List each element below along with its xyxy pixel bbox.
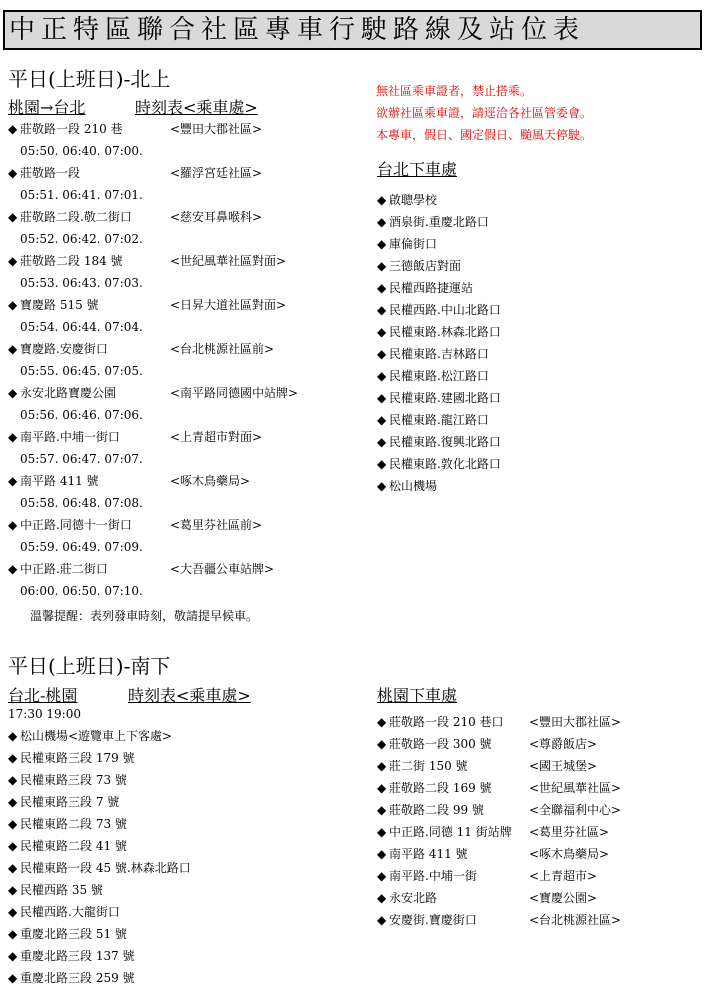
north-stop-name: 中正路.同德十一街口 bbox=[20, 518, 132, 532]
south-stop-name: 民權東路三段 179 號 bbox=[20, 751, 135, 765]
taoyuan-dropoff-place: <國王城堡> bbox=[529, 759, 598, 773]
taoyuan-dropoff-place: <豐田大郡社區> bbox=[529, 715, 622, 729]
north-stop-times: 05:53. 06:43. 07:03. bbox=[20, 276, 143, 290]
notice-list bbox=[376, 80, 592, 146]
north-stop-name: 莊敬路二段 184 號 bbox=[20, 254, 123, 268]
bullet-diamond-icon: ◆ bbox=[8, 210, 18, 224]
notice-line: 無社區乘車證者，禁止搭乘。 bbox=[376, 84, 533, 98]
south-stop-name: 民權東路一段 45 號.林森北路口 bbox=[20, 861, 191, 875]
bullet-diamond-icon: ◆ bbox=[8, 949, 18, 963]
bullet-diamond-icon: ◆ bbox=[377, 715, 387, 729]
taoyuan-dropoff-name: 永安北路 bbox=[389, 891, 438, 905]
taipei-dropoff-name: 民權東路.林森北路口 bbox=[389, 325, 501, 339]
taipei-dropoff-name: 民權東路.敦化北路口 bbox=[389, 457, 501, 471]
taoyuan-dropoff-item bbox=[377, 777, 621, 799]
taoyuan-dropoff-place: <啄木鳥藥局> bbox=[529, 847, 610, 861]
taoyuan-dropoff-list bbox=[377, 711, 621, 931]
north-stop-row bbox=[8, 470, 298, 492]
north-stop-name: 南平路.中埔一街口 bbox=[20, 430, 120, 444]
taoyuan-dropoff-name: 莊敬路一段 300 號 bbox=[389, 737, 492, 751]
bullet-diamond-icon: ◆ bbox=[8, 861, 18, 875]
south-stop-item bbox=[8, 725, 191, 747]
taoyuan-dropoff-name: 南平路.中埔一街 bbox=[389, 869, 477, 883]
north-stop-place: <羅浮宮廷社區> bbox=[170, 166, 263, 180]
north-stop-row bbox=[8, 338, 298, 360]
bullet-diamond-icon: ◆ bbox=[8, 927, 18, 941]
taoyuan-dropoff-item bbox=[377, 887, 621, 909]
bullet-diamond-icon: ◆ bbox=[8, 122, 18, 136]
bullet-diamond-icon: ◆ bbox=[377, 303, 387, 317]
north-stop-name: 莊敬路一段 210 巷 bbox=[20, 122, 123, 136]
taoyuan-dropoff-name: 莊二街 150 號 bbox=[389, 759, 468, 773]
taipei-dropoff-name: 民權東路.吉林路口 bbox=[389, 347, 489, 361]
taipei-dropoff-item bbox=[377, 211, 501, 233]
taipei-dropoff-list bbox=[377, 189, 501, 497]
bullet-diamond-icon: ◆ bbox=[377, 369, 387, 383]
taipei-dropoff-name: 松山機場 bbox=[389, 479, 438, 493]
north-stop-name: 中正路.莊二街口 bbox=[20, 562, 108, 576]
north-stop-times: 05:55. 06:45. 07:05. bbox=[20, 364, 143, 378]
south-stop-name: 松山機場<遊覽車上下客處> bbox=[20, 729, 173, 743]
bullet-diamond-icon: ◆ bbox=[377, 479, 387, 493]
bullet-diamond-icon: ◆ bbox=[377, 759, 387, 773]
bullet-diamond-icon: ◆ bbox=[8, 254, 18, 268]
bullet-diamond-icon: ◆ bbox=[377, 259, 387, 273]
south-stop-item bbox=[8, 769, 191, 791]
south-stop-item bbox=[8, 835, 191, 857]
bullet-diamond-icon: ◆ bbox=[377, 803, 387, 817]
bullet-diamond-icon: ◆ bbox=[377, 913, 387, 927]
bullet-diamond-icon: ◆ bbox=[8, 474, 18, 488]
north-stop-place: <台北桃源社區前> bbox=[170, 342, 275, 356]
bullet-diamond-icon: ◆ bbox=[8, 518, 18, 532]
north-stop-name: 莊敬路一段 bbox=[20, 166, 81, 180]
bullet-diamond-icon: ◆ bbox=[8, 971, 18, 985]
taoyuan-dropoff-name: 莊敬路一段 210 巷口 bbox=[389, 715, 504, 729]
bullet-diamond-icon: ◆ bbox=[8, 386, 18, 400]
north-stop-row bbox=[8, 250, 298, 272]
north-stop-place: <南平路同德國中站牌> bbox=[170, 386, 299, 400]
south-stop-item bbox=[8, 945, 191, 967]
bullet-diamond-icon: ◆ bbox=[377, 237, 387, 251]
north-stop-place: <慈安耳鼻喉科> bbox=[170, 210, 263, 224]
south-stop-item bbox=[8, 857, 191, 879]
taoyuan-dropoff-name: 南平路 411 號 bbox=[389, 847, 468, 861]
bullet-diamond-icon: ◆ bbox=[8, 883, 18, 897]
bullet-diamond-icon: ◆ bbox=[377, 391, 387, 405]
taoyuan-dropoff-item bbox=[377, 909, 621, 931]
bullet-diamond-icon: ◆ bbox=[8, 773, 18, 787]
south-stop-item bbox=[8, 747, 191, 769]
taoyuan-dropoff-item bbox=[377, 733, 621, 755]
taipei-dropoff-name: 民權東路.松江路口 bbox=[389, 369, 489, 383]
taoyuan-dropoff-place: <台北桃源社區> bbox=[529, 913, 622, 927]
north-stop-place: <大吾疆公車站牌> bbox=[170, 562, 275, 576]
bullet-diamond-icon: ◆ bbox=[8, 729, 18, 743]
taoyuan-dropoff-item bbox=[377, 755, 621, 777]
south-stop-name: 民權東路二段 73 號 bbox=[20, 817, 127, 831]
taoyuan-dropoff-item bbox=[377, 821, 621, 843]
bullet-diamond-icon: ◆ bbox=[8, 795, 18, 809]
taipei-dropoff-name: 民權東路.建國北路口 bbox=[389, 391, 501, 405]
south-times: 17:30 19:00 bbox=[8, 707, 81, 721]
taipei-dropoff-item bbox=[377, 365, 501, 387]
south-stop-item bbox=[8, 901, 191, 923]
north-stop-times: 05:57. 06:47. 07:07. bbox=[20, 452, 143, 466]
taipei-dropoff-item bbox=[377, 277, 501, 299]
bullet-diamond-icon: ◆ bbox=[8, 430, 18, 444]
taoyuan-dropoff-place: <寶慶公園> bbox=[529, 891, 598, 905]
north-schedule-label: 時刻表<乘車處> bbox=[135, 98, 258, 117]
south-route: 台北-桃園 bbox=[8, 686, 78, 705]
page-title: 中正特區聯合社區專車行駛路線及站位表 bbox=[3, 10, 702, 50]
taipei-dropoff-item bbox=[377, 299, 501, 321]
taoyuan-dropoff-name: 中正路.同德 11 街站牌 bbox=[389, 825, 512, 839]
notice-line: 本專車，假日、國定假日、颱風天停駛。 bbox=[376, 128, 593, 142]
taipei-dropoff-item bbox=[377, 343, 501, 365]
taipei-dropoff-item bbox=[377, 453, 501, 475]
north-stop-row bbox=[8, 206, 298, 228]
bullet-diamond-icon: ◆ bbox=[377, 325, 387, 339]
south-stop-name: 民權西路.大龍街口 bbox=[20, 905, 120, 919]
north-stop-name: 永安北路寶慶公園 bbox=[20, 386, 117, 400]
bullet-diamond-icon: ◆ bbox=[377, 737, 387, 751]
north-stop-times: 05:51. 06:41. 07:01. bbox=[20, 188, 143, 202]
north-stop-name: 寶慶路 515 號 bbox=[20, 298, 99, 312]
south-stop-item bbox=[8, 791, 191, 813]
north-stop-name: 莊敬路二段.敬二街口 bbox=[20, 210, 132, 224]
taoyuan-dropoff-name: 安慶街.寶慶街口 bbox=[389, 913, 477, 927]
north-stop-place: <葛里芬社區前> bbox=[170, 518, 263, 532]
bullet-diamond-icon: ◆ bbox=[8, 817, 18, 831]
north-stop-list bbox=[8, 118, 298, 602]
north-stop-row bbox=[8, 294, 298, 316]
south-heading: 平日(上班日)-南下 bbox=[8, 654, 171, 678]
north-reminder: 溫馨提醒：表列發車時刻，敬請提早候車。 bbox=[30, 609, 259, 623]
bullet-diamond-icon: ◆ bbox=[8, 751, 18, 765]
taipei-dropoff-item bbox=[377, 387, 501, 409]
south-stop-item bbox=[8, 967, 191, 989]
taipei-dropoff-name: 三德飯店對面 bbox=[389, 259, 462, 273]
bullet-diamond-icon: ◆ bbox=[377, 281, 387, 295]
south-schedule-label: 時刻表<乘車處> bbox=[128, 686, 251, 705]
taipei-dropoff-name: 民權西路捷運站 bbox=[389, 281, 474, 295]
bullet-diamond-icon: ◆ bbox=[377, 847, 387, 861]
south-stop-item bbox=[8, 813, 191, 835]
north-stop-row bbox=[8, 426, 298, 448]
bullet-diamond-icon: ◆ bbox=[8, 839, 18, 853]
north-stop-times: 05:56. 06:46. 07:06. bbox=[20, 408, 143, 422]
north-stop-times: 05:50. 06:40. 07:00. bbox=[20, 144, 143, 158]
north-stop-place: <世紀風華社區對面> bbox=[170, 254, 287, 268]
north-stop-place: <啄木鳥藥局> bbox=[170, 474, 251, 488]
north-stop-row bbox=[8, 118, 298, 140]
north-stop-place: <日昇大道社區對面> bbox=[170, 298, 287, 312]
bullet-diamond-icon: ◆ bbox=[377, 347, 387, 361]
south-stop-list bbox=[8, 725, 191, 989]
bullet-diamond-icon: ◆ bbox=[8, 298, 18, 312]
bullet-diamond-icon: ◆ bbox=[8, 342, 18, 356]
bullet-diamond-icon: ◆ bbox=[377, 193, 387, 207]
south-stop-item bbox=[8, 923, 191, 945]
bullet-diamond-icon: ◆ bbox=[377, 781, 387, 795]
bullet-diamond-icon: ◆ bbox=[377, 825, 387, 839]
bullet-diamond-icon: ◆ bbox=[377, 435, 387, 449]
north-stop-row bbox=[8, 558, 298, 580]
north-stop-row bbox=[8, 382, 298, 404]
taoyuan-dropoff-place: <尊爵飯店> bbox=[529, 737, 598, 751]
south-stop-name: 民權東路三段 73 號 bbox=[20, 773, 127, 787]
north-stop-times: 05:54. 06:44. 07:04. bbox=[20, 320, 143, 334]
taipei-dropoff-heading: 台北下車處 bbox=[377, 160, 458, 179]
taipei-dropoff-item bbox=[377, 321, 501, 343]
bullet-diamond-icon: ◆ bbox=[8, 562, 18, 576]
north-stop-times: 05:59. 06:49. 07:09. bbox=[20, 540, 143, 554]
south-stop-name: 重慶北路三段 137 號 bbox=[20, 949, 135, 963]
taipei-dropoff-name: 民權西路.中山北路口 bbox=[389, 303, 501, 317]
taipei-dropoff-name: 酒泉街.重慶北路口 bbox=[389, 215, 489, 229]
north-stop-name: 寶慶路.安慶街口 bbox=[20, 342, 108, 356]
taoyuan-dropoff-item bbox=[377, 865, 621, 887]
taoyuan-dropoff-heading: 桃園下車處 bbox=[377, 686, 458, 705]
north-heading: 平日(上班日)-北上 bbox=[8, 67, 171, 91]
bullet-diamond-icon: ◆ bbox=[377, 215, 387, 229]
south-stop-name: 民權東路三段 7 號 bbox=[20, 795, 120, 809]
north-route: 桃園→台北 bbox=[8, 98, 86, 117]
south-stop-item bbox=[8, 879, 191, 901]
north-stop-times: 05:58. 06:48. 07:08. bbox=[20, 496, 143, 510]
north-stop-place: <豐田大郡社區> bbox=[170, 122, 263, 136]
south-stop-name: 民權西路 35 號 bbox=[20, 883, 103, 897]
bullet-diamond-icon: ◆ bbox=[377, 413, 387, 427]
taoyuan-dropoff-place: <世紀風華社區> bbox=[529, 781, 622, 795]
taipei-dropoff-name: 庫倫街口 bbox=[389, 237, 438, 251]
south-stop-name: 重慶北路三段 259 號 bbox=[20, 971, 135, 985]
taipei-dropoff-item bbox=[377, 409, 501, 431]
taoyuan-dropoff-place: <全聯福利中心> bbox=[529, 803, 622, 817]
taipei-dropoff-name: 民權東路.復興北路口 bbox=[389, 435, 501, 449]
taipei-dropoff-item bbox=[377, 255, 501, 277]
taipei-dropoff-item bbox=[377, 189, 501, 211]
taoyuan-dropoff-name: 莊敬路二段 99 號 bbox=[389, 803, 484, 817]
south-stop-name: 民權東路二段 41 號 bbox=[20, 839, 127, 853]
south-stop-name: 重慶北路三段 51 號 bbox=[20, 927, 127, 941]
taoyuan-dropoff-place: <葛里芬社區> bbox=[529, 825, 610, 839]
taipei-dropoff-item bbox=[377, 431, 501, 453]
taoyuan-dropoff-place: <上青超市> bbox=[529, 869, 598, 883]
north-stop-times: 05:52. 06:42. 07:02. bbox=[20, 232, 143, 246]
bullet-diamond-icon: ◆ bbox=[8, 166, 18, 180]
bullet-diamond-icon: ◆ bbox=[377, 869, 387, 883]
north-stop-times: 06:00. 06:50. 07:10. bbox=[20, 584, 143, 598]
notice-line: 欲辦社區乘車證，請逕洽各社區管委會。 bbox=[376, 106, 593, 120]
north-stop-name: 南平路 411 號 bbox=[20, 474, 99, 488]
taipei-dropoff-name: 民權東路.龍江路口 bbox=[389, 413, 489, 427]
north-stop-row bbox=[8, 514, 298, 536]
north-stop-place: <上青超市對面> bbox=[170, 430, 263, 444]
taoyuan-dropoff-item bbox=[377, 843, 621, 865]
taoyuan-dropoff-item bbox=[377, 799, 621, 821]
taipei-dropoff-item bbox=[377, 475, 501, 497]
taipei-dropoff-item bbox=[377, 233, 501, 255]
bullet-diamond-icon: ◆ bbox=[377, 891, 387, 905]
taoyuan-dropoff-item bbox=[377, 711, 621, 733]
taoyuan-dropoff-name: 莊敬路二段 169 號 bbox=[389, 781, 492, 795]
bullet-diamond-icon: ◆ bbox=[8, 905, 18, 919]
bullet-diamond-icon: ◆ bbox=[377, 457, 387, 471]
north-stop-row bbox=[8, 162, 298, 184]
taipei-dropoff-name: 啟聰學校 bbox=[389, 193, 438, 207]
